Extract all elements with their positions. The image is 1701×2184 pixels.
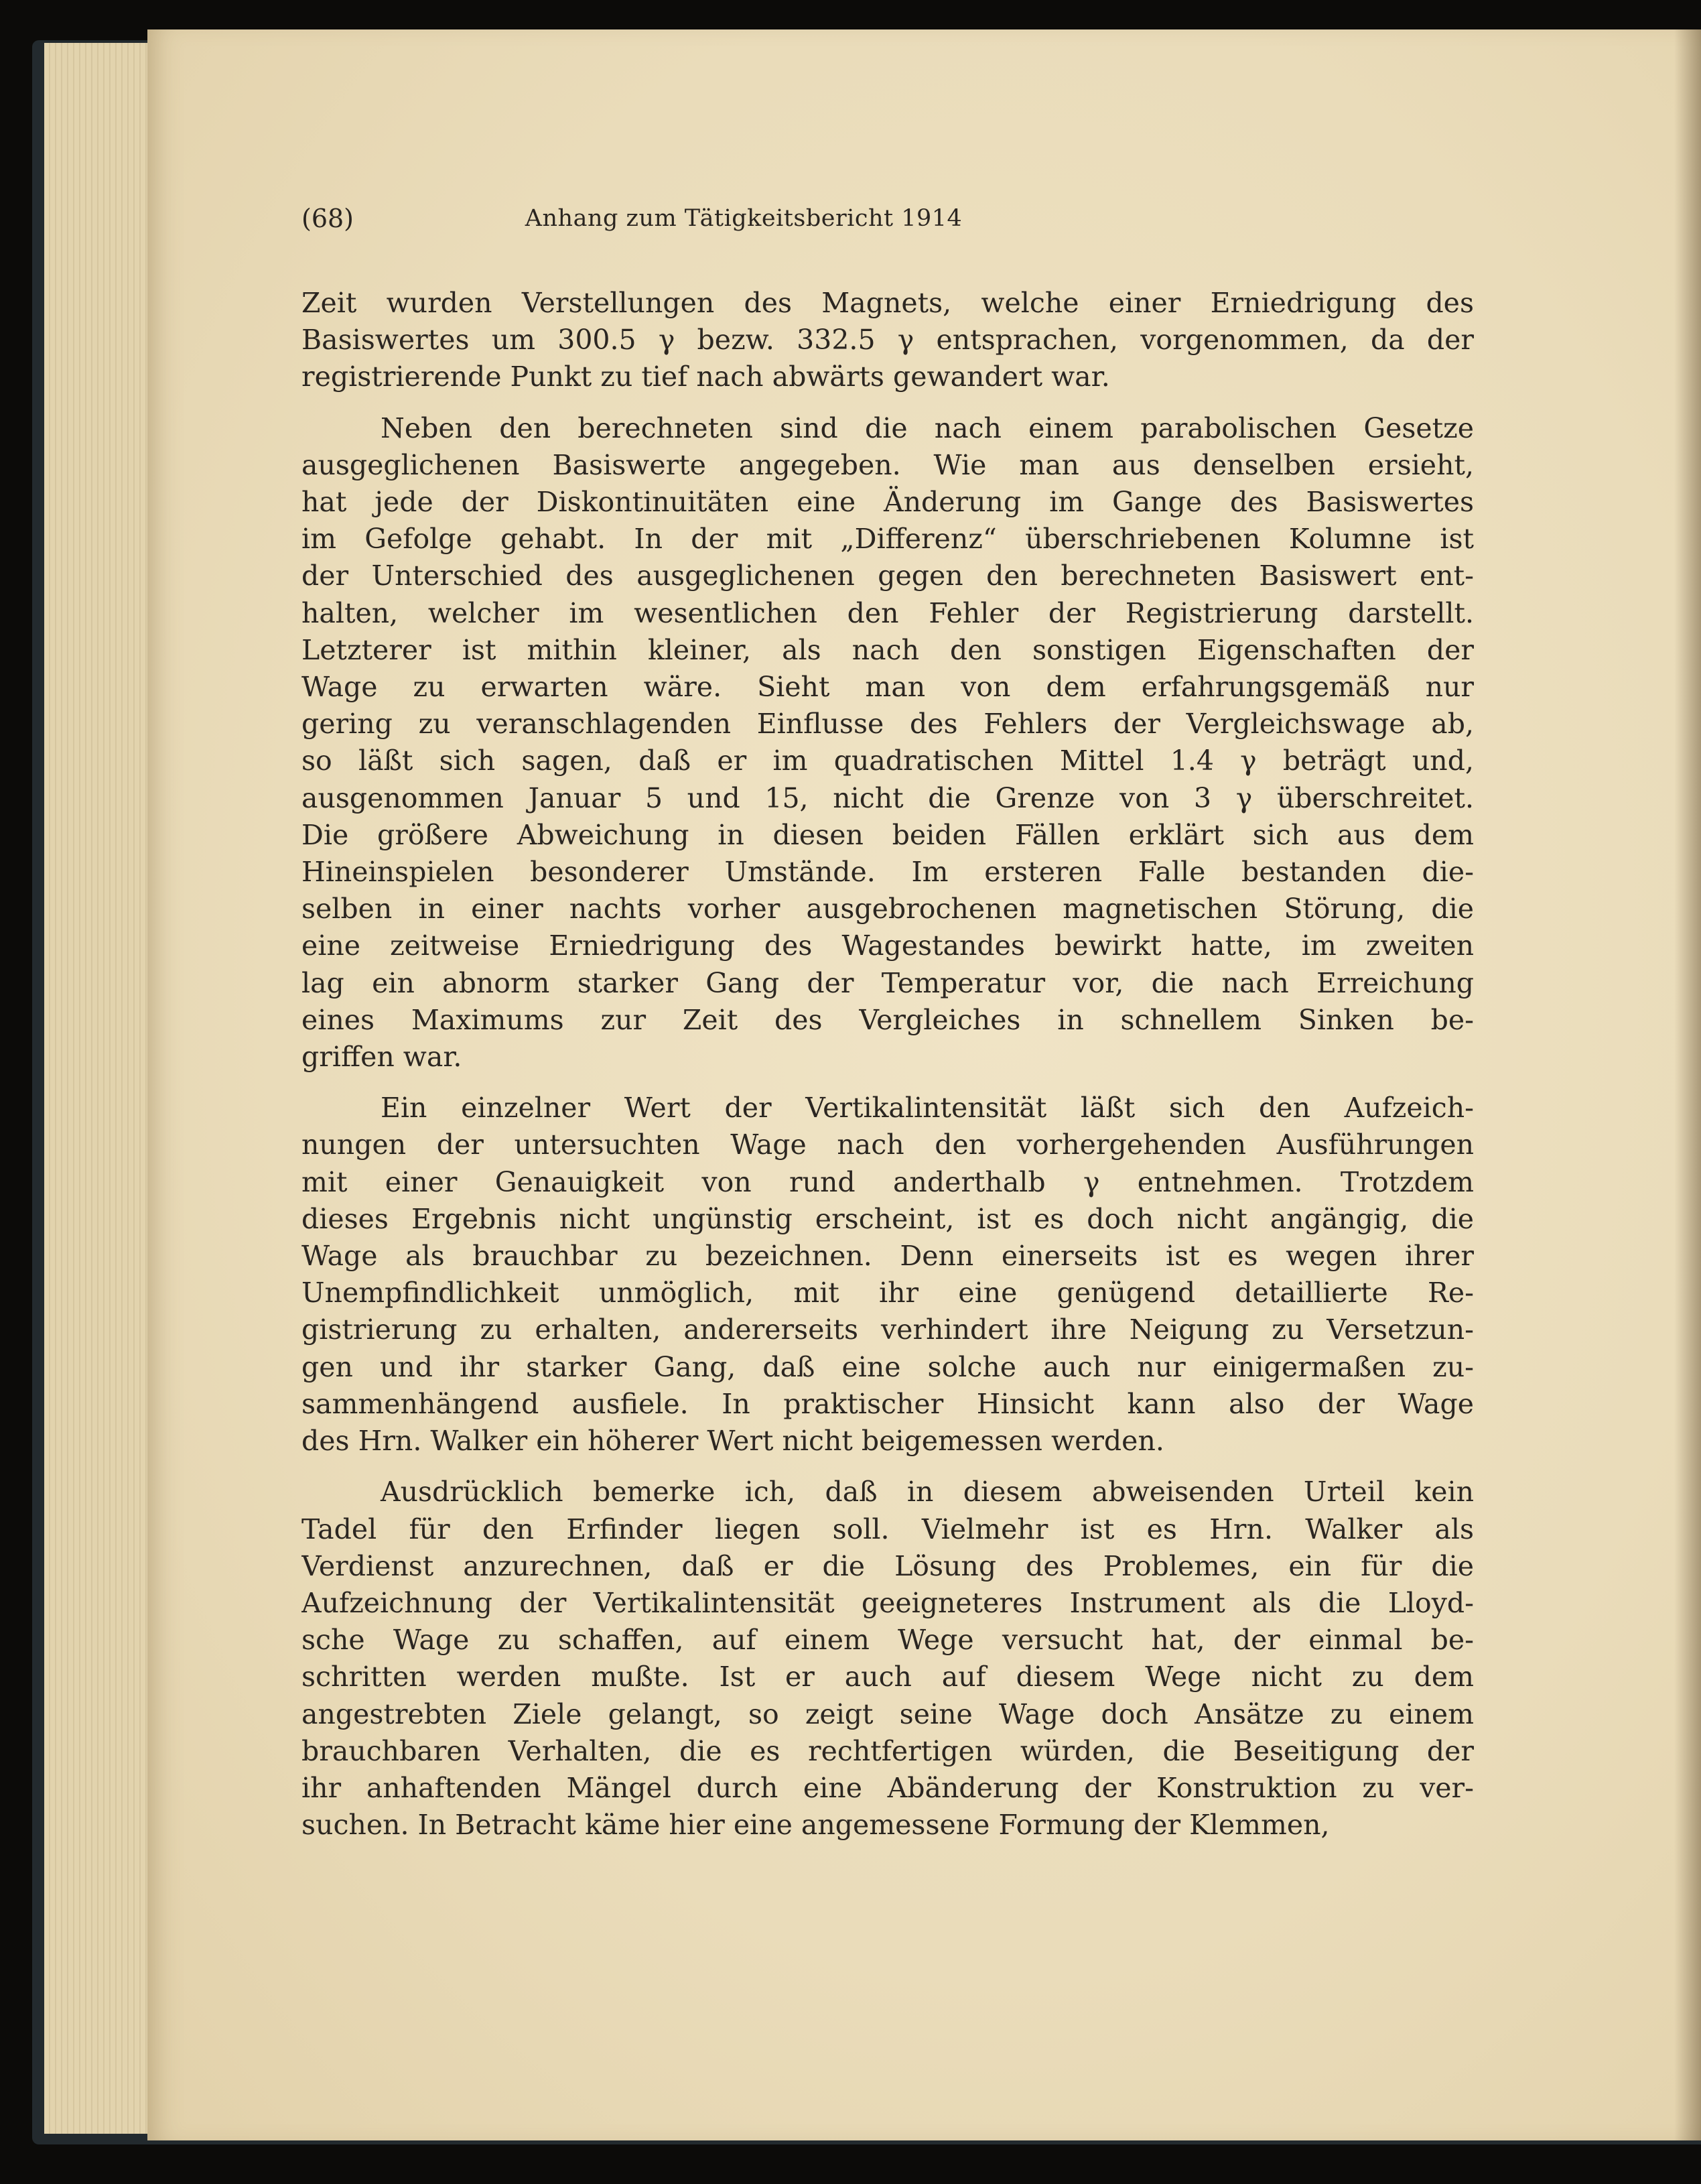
text-line: suchen. In Betracht käme hier eine angemessene Formung der Klemmen, — [301, 1809, 1330, 1842]
text-line: Hineinspielen besonderer Umstände. Im ersteren Falle bestanden die- — [301, 856, 1474, 889]
text-line: nungen der untersuchten Wage nach den vorhergehenden Ausführungen — [301, 1129, 1474, 1161]
text-line: sammenhängend ausfiele. In praktischer Hinsicht kann also der Wage — [301, 1387, 1474, 1420]
text-line: eines Maximums zur Zeit des Vergleiches in schnellem Sinken be- — [301, 1003, 1474, 1036]
text-line: sche Wage zu schaffen, auf einem Wege versucht hat, der einmal be- — [301, 1624, 1474, 1657]
text-line: Neben den berechneten sind die nach einem parabolischen Gesetze — [381, 411, 1474, 444]
text-line: registrierende Punkt zu tief nach abwärts gewandert war. — [301, 361, 1110, 393]
text-line: brauchbaren Verhalten, die es rechtfertigen würden, die Beseitigung der — [301, 1734, 1474, 1767]
paragraph — [301, 285, 1474, 396]
text-line: Die größere Abweichung in diesen beiden Fällen erklärt sich aus dem — [301, 818, 1474, 851]
text-line: Tadel für den Erfinder liegen soll. Vielmehr ist es Hrn. Walker als — [301, 1513, 1474, 1545]
text-line: gen und ihr starker Gang, daß eine solche auch nur einigermaßen zu- — [301, 1350, 1474, 1383]
text-line: ausgenommen Januar 5 und 15, nicht die Grenze von 3 γ überschreitet. — [301, 781, 1474, 814]
text-line: dieses Ergebnis nicht ungünstig erscheint, ist es doch nicht angängig, die — [301, 1202, 1474, 1235]
page-header — [301, 204, 1186, 247]
text-line: Letzterer ist mithin kleiner, als nach den sonstigen Eigenschaften der — [301, 633, 1474, 666]
paragraph — [301, 1090, 1474, 1460]
text-line: Verdienst anzurechnen, daß er die Lösung des Problemes, ein für die — [301, 1549, 1474, 1582]
text-line: im Gefolge gehabt. In der mit „Differenz“ überschriebenen Kolumne ist — [301, 523, 1474, 556]
text-line: selben in einer nachts vorher ausgebrochenen magnetischen Störung, die — [301, 893, 1474, 925]
paragraph — [301, 1474, 1474, 1844]
text-line: ausgeglichenen Basiswerte angegeben. Wie man aus denselben ersieht, — [301, 448, 1474, 481]
page-number: (68) — [301, 204, 354, 233]
text-line: angestrebten Ziele gelangt, so zeigt seine Wage doch Ansätze zu einem — [301, 1697, 1474, 1730]
text-line: Ein einzelner Wert der Vertikalintensität läßt sich den Aufzeich- — [381, 1092, 1474, 1125]
text-line: schritten werden mußte. Ist er auch auf diesem Wege nicht zu dem — [301, 1661, 1474, 1693]
text-line: gistrierung zu erhalten, andererseits verhindert ihre Neigung zu Versetzun- — [301, 1313, 1474, 1346]
running-title: Anhang zum Tätigkeitsbericht 1914 — [525, 205, 963, 232]
text-line: des Hrn. Walker ein höherer Wert nicht beigemessen werden. — [301, 1425, 1164, 1458]
text-line: eine zeitweise Erniedrigung des Wagestandes bewirkt hatte, im zweiten — [301, 929, 1474, 962]
text-line: der Unterschied des ausgeglichenen gegen den berechneten Basiswert ent- — [301, 560, 1474, 592]
body-text — [301, 285, 1474, 1844]
page-gutter-shadow — [1674, 29, 1701, 2140]
text-line: so läßt sich sagen, daß er im quadratischen Mittel 1.4 γ beträgt und, — [301, 745, 1474, 777]
text-line: lag ein abnorm starker Gang der Temperatur vor, die nach Erreichung — [301, 966, 1474, 999]
text-line: griffen war. — [301, 1041, 462, 1074]
paragraph — [301, 410, 1474, 1076]
text-line: Ausdrücklich bemerke ich, daß in diesem abweisenden Urteil kein — [381, 1476, 1474, 1508]
text-line: Zeit wurden Verstellungen des Magnets, welche einer Erniedrigung des — [301, 287, 1474, 319]
text-line: Wage als brauchbar zu bezeichnen. Denn einerseits ist es wegen ihrer — [301, 1240, 1474, 1273]
text-line: halten, welcher im wesentlichen den Fehler der Registrierung darstellt. — [301, 596, 1474, 629]
text-line: mit einer Genauigkeit von rund anderthalb γ entnehmen. Trotzdem — [301, 1165, 1474, 1198]
text-line: ihr anhaftenden Mängel durch eine Abänderung der Konstruktion zu ver- — [301, 1771, 1474, 1804]
text-line: Basiswertes um 300.5 γ bezw. 332.5 γ entsprachen, vorgenommen, da der — [301, 324, 1474, 357]
text-line: Unempfindlichkeit unmöglich, mit ihr eine genügend detaillierte Re- — [301, 1277, 1474, 1309]
page-edges — [44, 43, 153, 2134]
text-line: hat jede der Diskontinuitäten eine Änderung im Gange des Basiswertes — [301, 486, 1474, 519]
text-line: Aufzeichnung der Vertikalintensität geeigneteres Instrument als die Lloyd- — [301, 1586, 1474, 1619]
text-line: Wage zu erwarten wäre. Sieht man von dem erfahrungsgemäß nur — [301, 671, 1474, 704]
text-line: gering zu veranschlagenden Einflusse des Fehlers der Vergleichswage ab, — [301, 708, 1474, 741]
